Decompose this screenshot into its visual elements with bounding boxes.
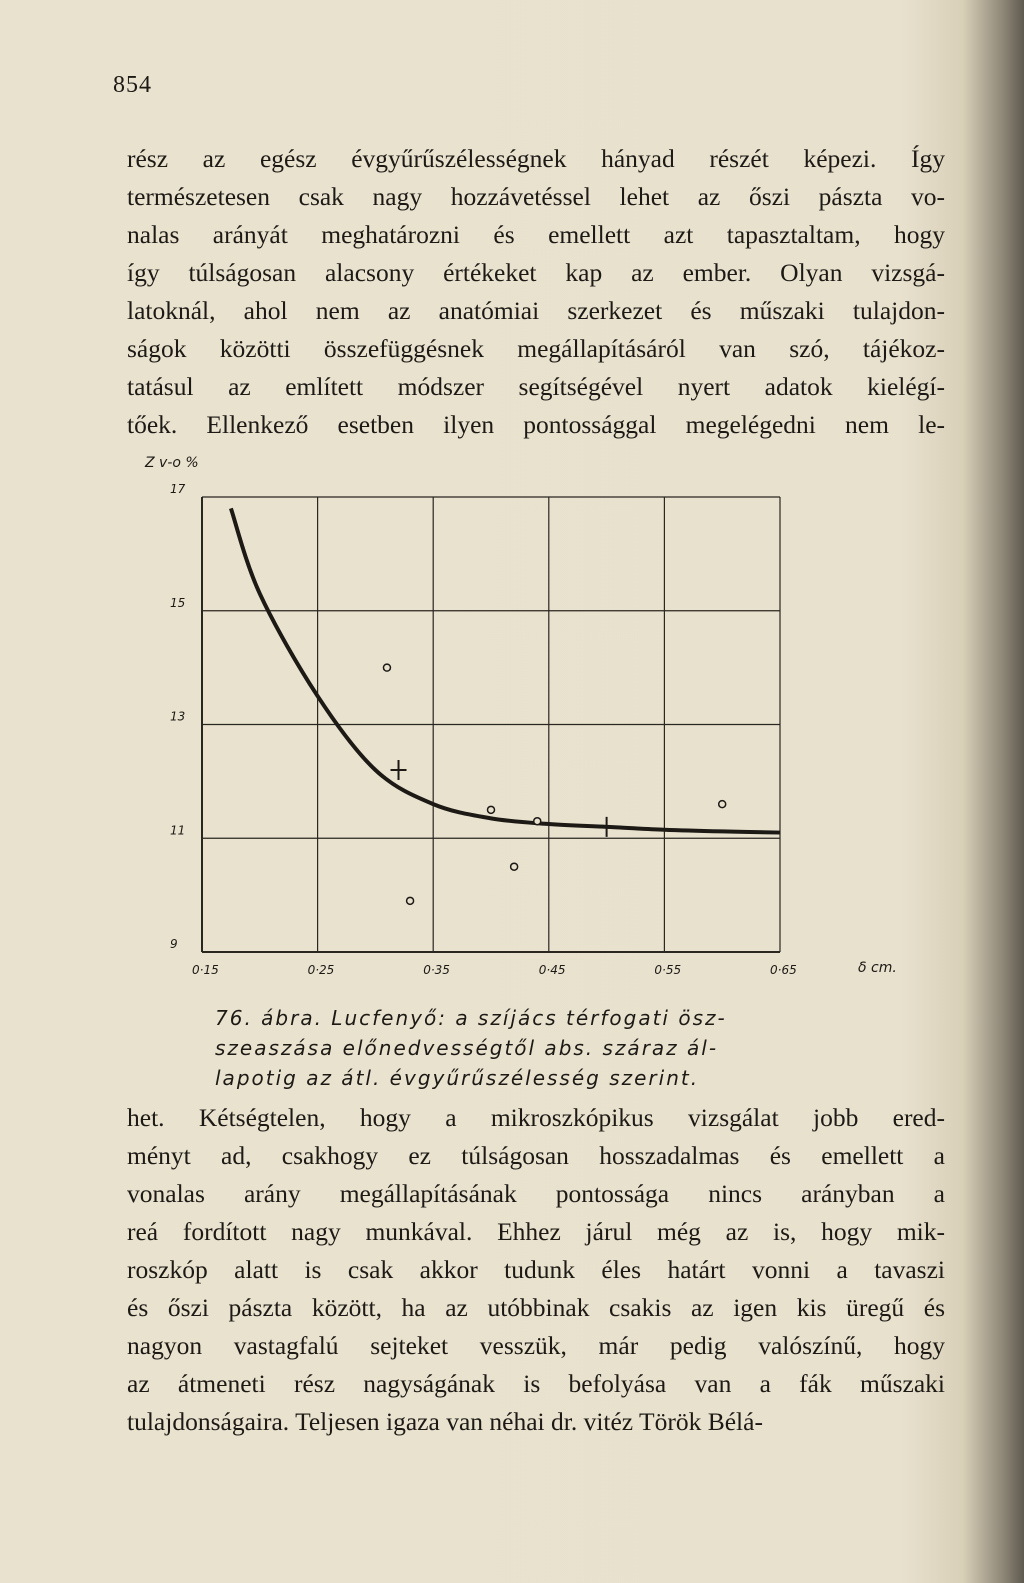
y-tick-label: 17 (170, 482, 186, 496)
circle-point (511, 863, 518, 870)
circle-point (488, 806, 495, 813)
text-line: rész az egész évgyűrűszélességnek hányad részét képezi. Így (127, 144, 945, 173)
y-axis-label: Z v-o % (145, 455, 199, 471)
cross-point (599, 817, 615, 837)
chart-svg (130, 445, 897, 1005)
caption-line: lapotig az átl. évgyűrűszélesség szerint. (215, 1066, 700, 1090)
circle-point (407, 897, 414, 904)
circle-point (383, 664, 390, 671)
y-tick-label: 9 (170, 937, 178, 951)
circle-point (534, 818, 541, 825)
x-axis-label: δ cm. (858, 960, 897, 976)
text-line: nalas arányát meghatározni és emellett azt tapasztaltam, hogy (127, 220, 945, 249)
text-line: vonalas arány megállapításának pontossága nincs arányban a (127, 1179, 945, 1208)
text-line: tőek. Ellenkező esetben ilyen pontossággal megelégedni nem le- (127, 410, 945, 439)
text-line: és őszi pászta között, ha az utóbbinak csakis az igen kis üregű és (127, 1293, 945, 1322)
figure-chart (130, 445, 897, 1085)
x-tick-label: 0·25 (307, 963, 335, 977)
text-line: az átmeneti rész nagyságának is befolyása van a fák műszaki (127, 1369, 945, 1398)
x-tick-label: 0·45 (538, 963, 566, 977)
y-tick-label: 11 (170, 823, 186, 838)
y-tick-label: 15 (170, 595, 186, 610)
text-line: latoknál, ahol nem az anatómiai szerkezet és műszaki tulajdon- (127, 296, 945, 325)
circle-markers (383, 664, 725, 904)
text-line: így túlságosan alacsony értékeket kap az ember. Olyan vizsgá- (127, 258, 945, 287)
chart-curve (231, 508, 780, 832)
caption-line: 76. ábra. Lucfenyő: a szíjács térfogati ösz- (215, 1006, 727, 1030)
cross-point (391, 760, 407, 780)
y-tick-label: 13 (170, 709, 186, 724)
y-tick-labels (170, 482, 186, 951)
x-tick-label: 0·35 (423, 963, 450, 977)
paragraph-top (127, 140, 945, 444)
x-tick-label: 0·55 (654, 963, 682, 977)
text-line: ságok közötti összefüggésnek megállapításáról van szó, tájékoz- (127, 334, 945, 363)
circle-point (719, 801, 726, 808)
x-tick-labels (192, 963, 797, 977)
caption-line: szeaszása előnedvességtől abs. száraz ál- (215, 1036, 719, 1060)
text-line: nagyon vastagfalú sejteket vesszük, már pedig valószínű, hogy (127, 1331, 945, 1360)
page-number: 854 (113, 72, 152, 98)
x-tick-label: 0·15 (192, 963, 219, 977)
figure-caption (215, 1003, 835, 1093)
text-line: természetesen csak nagy hozzávetéssel lehet az őszi pászta vo- (127, 182, 945, 211)
chart-grid (202, 497, 780, 952)
text-line: roszkóp alatt is csak akkor tudunk éles határt vonni a tavaszi (127, 1255, 945, 1284)
text-line: tulajdonságaira. Teljesen igaza van néhai dr. vitéz Török Bélá- (127, 1407, 763, 1436)
paragraph-bottom (127, 1099, 945, 1441)
text-line: tatásul az említett módszer segítségével nyert adatok kielégí- (127, 372, 945, 401)
text-line: ményt ad, csakhogy ez túlságosan hosszadalmas és emellett a (127, 1141, 945, 1170)
x-tick-label: 0·65 (770, 963, 797, 977)
text-line: reá fordított nagy munkával. Ehhez járul még az is, hogy mik- (127, 1217, 945, 1246)
text-line: het. Kétségtelen, hogy a mikroszkópikus vizsgálat jobb ered- (127, 1103, 945, 1132)
